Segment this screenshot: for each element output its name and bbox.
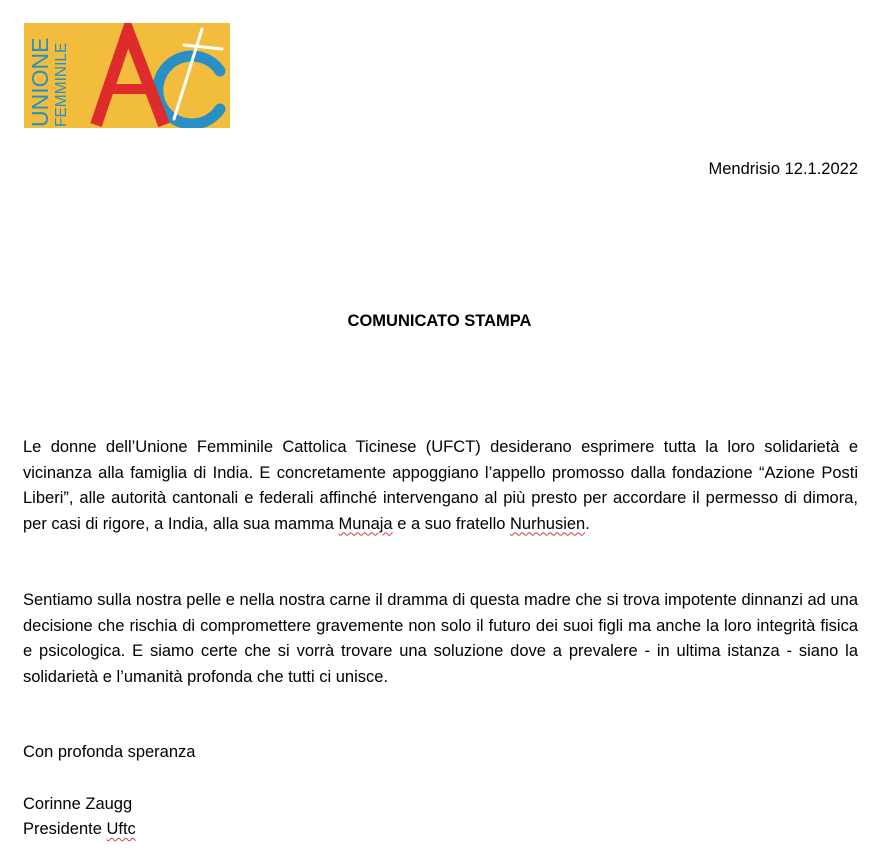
logo-graphic: [24, 23, 230, 128]
paragraph-1-text: Le donne dell’Unione Femminile Cattolica Ticinese (UFCT) desiderano esprimere tutta la loro solidarietà e vicinanza alla famiglia di India. E concretamente appoggiano l’appello promosso dalla fondazione “Azione Posti Liberi”, alle autorità cantonali e federali affinché intervengano al più presto per accordare il permesso di dimora, per casi di rigore, a India, alla sua mamma: [23, 438, 858, 533]
logo: [24, 23, 230, 128]
signature-role-org: Uftc: [106, 820, 136, 838]
logo-word-unione: UNIONE: [27, 37, 53, 127]
name-munaja: Munaja: [338, 514, 393, 533]
logo-word-femminile: FEMMINILE: [53, 42, 70, 127]
paragraph-1: [23, 435, 858, 537]
paragraph-2: Sentiamo sulla nostra pelle e nella nostra carne il dramma di questa madre che si trova impotente dinnanzi ad una decisione che rischia di compromettere gravemente non solo il futuro dei suoi figli ma anche la loro integrità fisica e psicologica. E siamo certe che si vorrà trovare una soluzione dove a prevalere - in ultima istanza - siano la solidarietà e l’umanità profonda che tutti ci unisce.: [23, 591, 858, 686]
signature-name: Corinne Zaugg: [23, 795, 133, 813]
signature-role: [23, 819, 136, 839]
paragraph-1-text-end: .: [585, 514, 590, 533]
paragraph-1-text-middle: e a suo fratello: [392, 514, 511, 533]
document-date: Mendrisio 12.1.2022: [708, 160, 858, 178]
name-nurhusien: Nurhusien: [510, 514, 586, 533]
document-title: COMUNICATO STAMPA: [347, 312, 532, 330]
closing-line: Con profonda speranza: [23, 743, 196, 761]
signature-role-prefix: Presidente: [23, 820, 107, 838]
